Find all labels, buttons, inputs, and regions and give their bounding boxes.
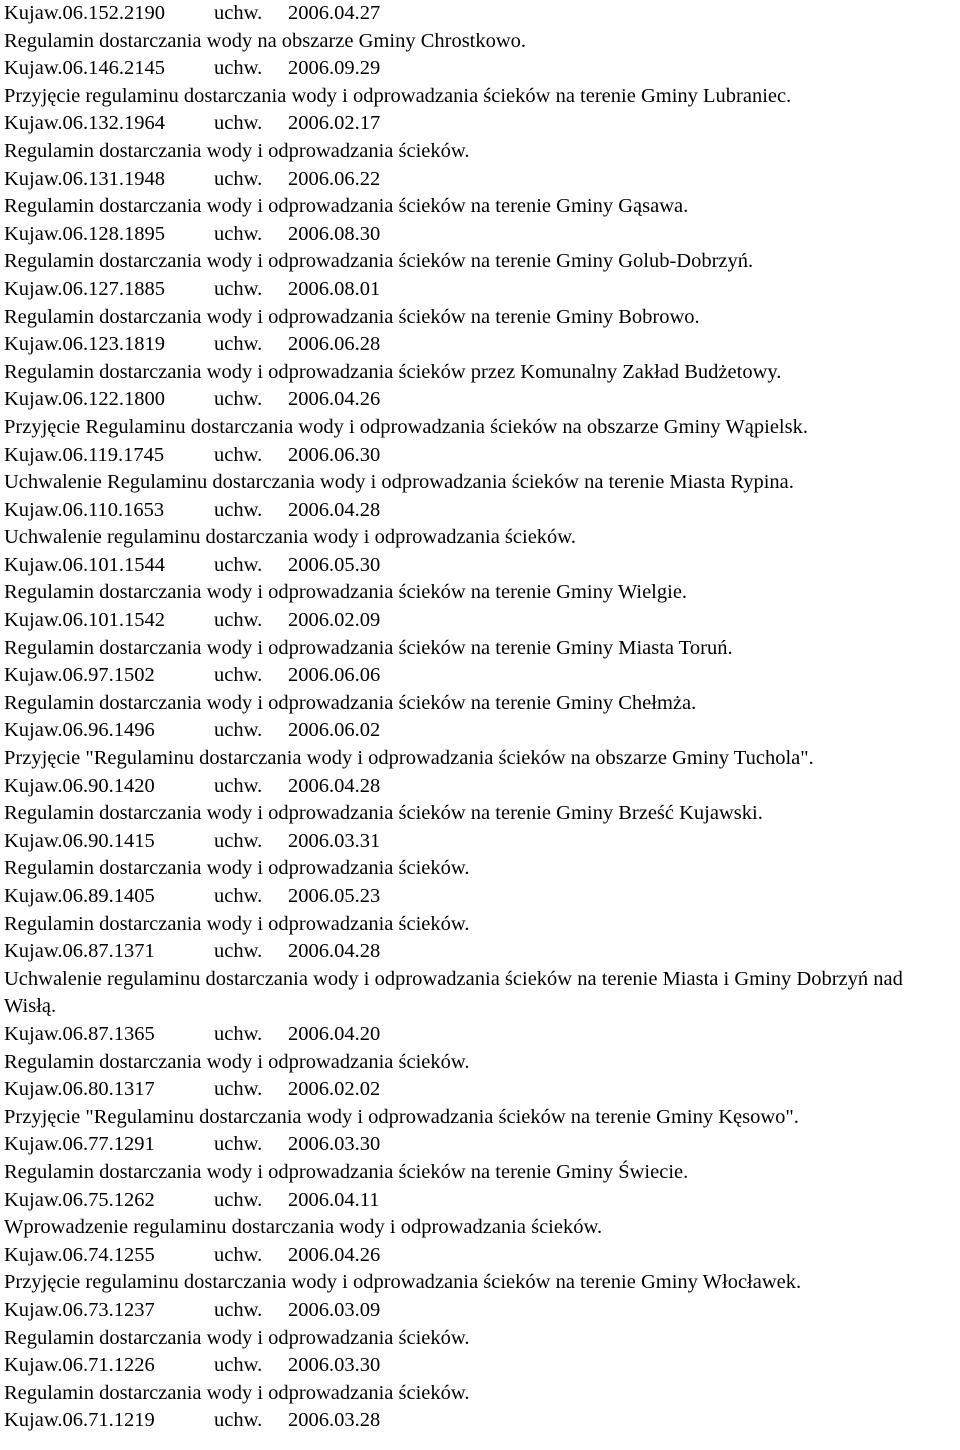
entry-title: Regulamin dostarczania wody i odprowadzania ścieków na terenie Gminy Wielgie.: [4, 581, 688, 604]
entry-number: Kujaw.06.146.2145: [4, 57, 165, 80]
entry-number: Kujaw.06.127.1885: [4, 277, 165, 300]
list-item: [4, 883, 960, 938]
entry-type: uchw.: [214, 664, 263, 687]
entry-title: Uchwalenie regulaminu dostarczania wody i odprowadzania ścieków na terenie Miasta i Gminy Dobrzyń nad Wisłą.: [4, 967, 903, 1018]
entry-date: 2006.09.29: [288, 57, 381, 80]
list-item: [4, 828, 960, 883]
entry-number: Kujaw.06.128.1895: [4, 222, 165, 245]
entry-number: Kujaw.06.110.1653: [4, 498, 165, 521]
entry-number: Kujaw.06.73.1237: [4, 1298, 155, 1321]
entry-type: uchw.: [214, 443, 263, 466]
entry-number: Kujaw.06.90.1415: [4, 829, 155, 852]
entry-date: 2006.06.06: [288, 664, 381, 687]
entry-date: 2006.04.27: [288, 2, 381, 24]
entry-date: 2006.03.30: [288, 1133, 381, 1156]
entry-type: uchw.: [214, 774, 263, 797]
entry-number: Kujaw.06.122.1800: [4, 388, 165, 411]
entry-number: Kujaw.06.71.1219: [4, 1409, 155, 1432]
entry-type: uchw.: [214, 1243, 263, 1266]
list-item: [4, 773, 960, 828]
list-item: [4, 662, 960, 717]
entry-date: 2006.06.30: [288, 443, 381, 466]
list-item: [4, 442, 960, 497]
entry-reference: [4, 221, 960, 249]
entry-type: uchw.: [214, 112, 263, 135]
entry-reference: [4, 1297, 960, 1325]
list-item: [4, 0, 960, 55]
entry-type: uchw.: [214, 1022, 263, 1045]
entry-type: uchw.: [214, 222, 263, 245]
entry-number: Kujaw.06.97.1502: [4, 664, 155, 687]
entry-title: Regulamin dostarczania wody i odprowadzania ścieków.: [4, 1050, 470, 1073]
entry-type: uchw.: [214, 1078, 263, 1101]
entry-title: Regulamin dostarczania wody i odprowadzania ścieków.: [4, 912, 470, 935]
entry-reference: [4, 386, 960, 414]
entry-title: Regulamin dostarczania wody i odprowadzania ścieków na terenie Gminy Brześć Kujawski.: [4, 802, 763, 825]
list-item: [4, 110, 960, 165]
entry-title: Uchwalenie regulaminu dostarczania wody i odprowadzania ścieków.: [4, 526, 576, 549]
entry-type: uchw.: [214, 167, 263, 190]
entry-type: uchw.: [214, 333, 263, 356]
entry-number: Kujaw.06.90.1420: [4, 774, 155, 797]
entry-title: Przyjęcie "Regulaminu dostarczania wody i odprowadzania ścieków na terenie Gminy Kęsowo".: [4, 1105, 799, 1128]
entry-number: Kujaw.06.77.1291: [4, 1133, 155, 1156]
entry-date: 2006.04.26: [288, 1243, 381, 1266]
entry-type: uchw.: [214, 940, 263, 963]
entry-reference: [4, 717, 960, 745]
entry-title: Regulamin dostarczania wody i odprowadzania ścieków.: [4, 1326, 470, 1349]
entry-reference: [4, 55, 960, 83]
entry-type: uchw.: [214, 498, 263, 521]
entry-date: 2006.06.02: [288, 719, 381, 742]
entry-number: Kujaw.06.89.1405: [4, 885, 155, 907]
entry-type: uchw.: [214, 2, 263, 24]
entry-title: Regulamin dostarczania wody i odprowadzania ścieków na terenie Gminy Bobrowo.: [4, 305, 700, 328]
entry-number: Kujaw.06.119.1745: [4, 443, 165, 466]
entry-title: Przyjęcie regulaminu dostarczania wody i odprowadzania ścieków na terenie Gminy Lubraniec.: [4, 84, 792, 107]
list-item: [4, 331, 960, 386]
entry-date: 2006.03.28: [288, 1409, 381, 1432]
list-item: [4, 1242, 960, 1297]
entry-reference: [4, 442, 960, 470]
entry-date: 2006.03.31: [288, 829, 381, 852]
entry-type: uchw.: [214, 609, 263, 632]
entry-number: Kujaw.06.123.1819: [4, 333, 165, 356]
entry-reference: [4, 1076, 960, 1104]
list-item: [4, 552, 960, 607]
entry-date: 2006.05.30: [288, 553, 381, 576]
entry-reference: [4, 1407, 960, 1435]
entry-date: 2006.08.01: [288, 277, 381, 300]
list-item: [4, 497, 960, 552]
list-item: [4, 938, 960, 1021]
entry-title: Regulamin dostarczania wody i odprowadzania ścieków na terenie Gminy Gąsawa.: [4, 195, 689, 218]
list-item: [4, 221, 960, 276]
entry-title: Regulamin dostarczania wody i odprowadzania ścieków.: [4, 1381, 470, 1404]
entry-date: 2006.04.26: [288, 388, 381, 411]
entry-number: Kujaw.06.131.1948: [4, 167, 165, 190]
list-item: [4, 55, 960, 110]
entry-reference: [4, 773, 960, 801]
entry-reference: [4, 1352, 960, 1380]
entry-type: uchw.: [214, 1354, 263, 1377]
entry-type: uchw.: [214, 277, 263, 300]
list-item: [4, 1187, 960, 1242]
entry-date: 2006.02.09: [288, 609, 381, 632]
entry-number: Kujaw.06.74.1255: [4, 1243, 155, 1266]
entry-date: 2006.08.30: [288, 222, 381, 245]
entry-date: 2006.06.22: [288, 167, 381, 190]
list-item: [4, 607, 960, 662]
entry-number: Kujaw.06.152.2190: [4, 2, 165, 24]
entry-title: Wprowadzenie regulaminu dostarczania wody i odprowadzania ścieków.: [4, 1216, 603, 1239]
entry-reference: [4, 938, 960, 966]
entry-type: uchw.: [214, 388, 263, 411]
entry-reference: [4, 0, 960, 28]
entry-number: Kujaw.06.80.1317: [4, 1078, 155, 1101]
entry-reference: [4, 166, 960, 194]
entry-title: Regulamin dostarczania wody i odprowadzania ścieków na terenie Gminy Chełmża.: [4, 691, 697, 714]
entry-type: uchw.: [214, 1133, 263, 1156]
entry-reference: [4, 552, 960, 580]
entry-number: Kujaw.06.71.1226: [4, 1354, 155, 1377]
entry-reference: [4, 662, 960, 690]
entry-title: Regulamin dostarczania wody na obszarze Gminy Chrostkowo.: [4, 29, 527, 52]
entry-title: Regulamin dostarczania wody i odprowadzania ścieków na terenie Gminy Golub-Dobrzyń.: [4, 250, 754, 273]
entry-reference: [4, 276, 960, 304]
entry-type: uchw.: [214, 1409, 263, 1432]
entry-date: 2006.04.28: [288, 940, 381, 963]
entry-reference: [4, 1021, 960, 1049]
entry-number: Kujaw.06.96.1496: [4, 719, 155, 742]
entry-title: Regulamin dostarczania wody i odprowadzania ścieków na terenie Gminy Świecie.: [4, 1160, 689, 1183]
entry-title: Przyjęcie "Regulaminu dostarczania wody i odprowadzania ścieków na obszarze Gminy Tuchola".: [4, 747, 814, 770]
entry-date: 2006.04.20: [288, 1022, 381, 1045]
entry-date: 2006.02.02: [288, 1078, 381, 1101]
list-item: [4, 717, 960, 772]
entry-reference: [4, 110, 960, 138]
entry-number: Kujaw.06.132.1964: [4, 112, 165, 135]
entry-title: Regulamin dostarczania wody i odprowadzania ścieków.: [4, 139, 470, 162]
entry-date: 2006.03.30: [288, 1354, 381, 1377]
entry-type: uchw.: [214, 1188, 263, 1211]
entry-title: Przyjęcie regulaminu dostarczania wody i odprowadzania ścieków na terenie Gminy Włocławek.: [4, 1271, 802, 1294]
entry-type: uchw.: [214, 553, 263, 576]
entry-date: 2006.02.17: [288, 112, 381, 135]
entry-title: Regulamin dostarczania wody i odprowadzania ścieków na terenie Gminy Miasta Toruń.: [4, 636, 733, 659]
entry-date: 2006.06.28: [288, 333, 381, 356]
list-item: [4, 1352, 960, 1407]
list-item: [4, 1407, 960, 1435]
entry-type: uchw.: [214, 719, 263, 742]
entry-date: 2006.03.09: [288, 1298, 381, 1321]
entry-reference: [4, 883, 960, 911]
entry-reference: [4, 1131, 960, 1159]
list-item: [4, 1297, 960, 1352]
entry-number: Kujaw.06.101.1544: [4, 553, 165, 576]
entry-reference: [4, 1242, 960, 1270]
entry-type: uchw.: [214, 885, 263, 907]
list-item: [4, 1021, 960, 1076]
entry-reference: [4, 497, 960, 525]
entry-title: Uchwalenie Regulaminu dostarczania wody i odprowadzania ścieków na terenie Miasta Rypina.: [4, 471, 794, 494]
list-item: [4, 1131, 960, 1186]
entry-reference: [4, 828, 960, 856]
list-item: [4, 386, 960, 441]
entry-date: 2006.04.11: [288, 1188, 380, 1211]
entry-date: 2006.04.28: [288, 498, 381, 521]
entry-number: Kujaw.06.87.1365: [4, 1022, 155, 1045]
entry-number: Kujaw.06.75.1262: [4, 1188, 155, 1211]
entry-date: 2006.04.28: [288, 774, 381, 797]
list-item: [4, 1076, 960, 1131]
entry-type: uchw.: [214, 829, 263, 852]
entry-reference: [4, 1187, 960, 1215]
entry-reference: [4, 607, 960, 635]
entry-number: Kujaw.06.101.1542: [4, 609, 165, 632]
list-item: [4, 276, 960, 331]
entry-title: Regulamin dostarczania wody i odprowadzania ścieków.: [4, 857, 470, 880]
entry-number: Kujaw.06.87.1371: [4, 940, 155, 963]
entry-reference: [4, 331, 960, 359]
entry-type: uchw.: [214, 57, 263, 80]
entry-type: uchw.: [214, 1298, 263, 1321]
list-item: [4, 166, 960, 221]
entry-date: 2006.05.23: [288, 885, 381, 907]
entry-title: Przyjęcie Regulaminu dostarczania wody i odprowadzania ścieków na obszarze Gminy Wąpielsk.: [4, 415, 808, 438]
entry-title: Regulamin dostarczania wody i odprowadzania ścieków przez Komunalny Zakład Budżetowy.: [4, 360, 782, 383]
